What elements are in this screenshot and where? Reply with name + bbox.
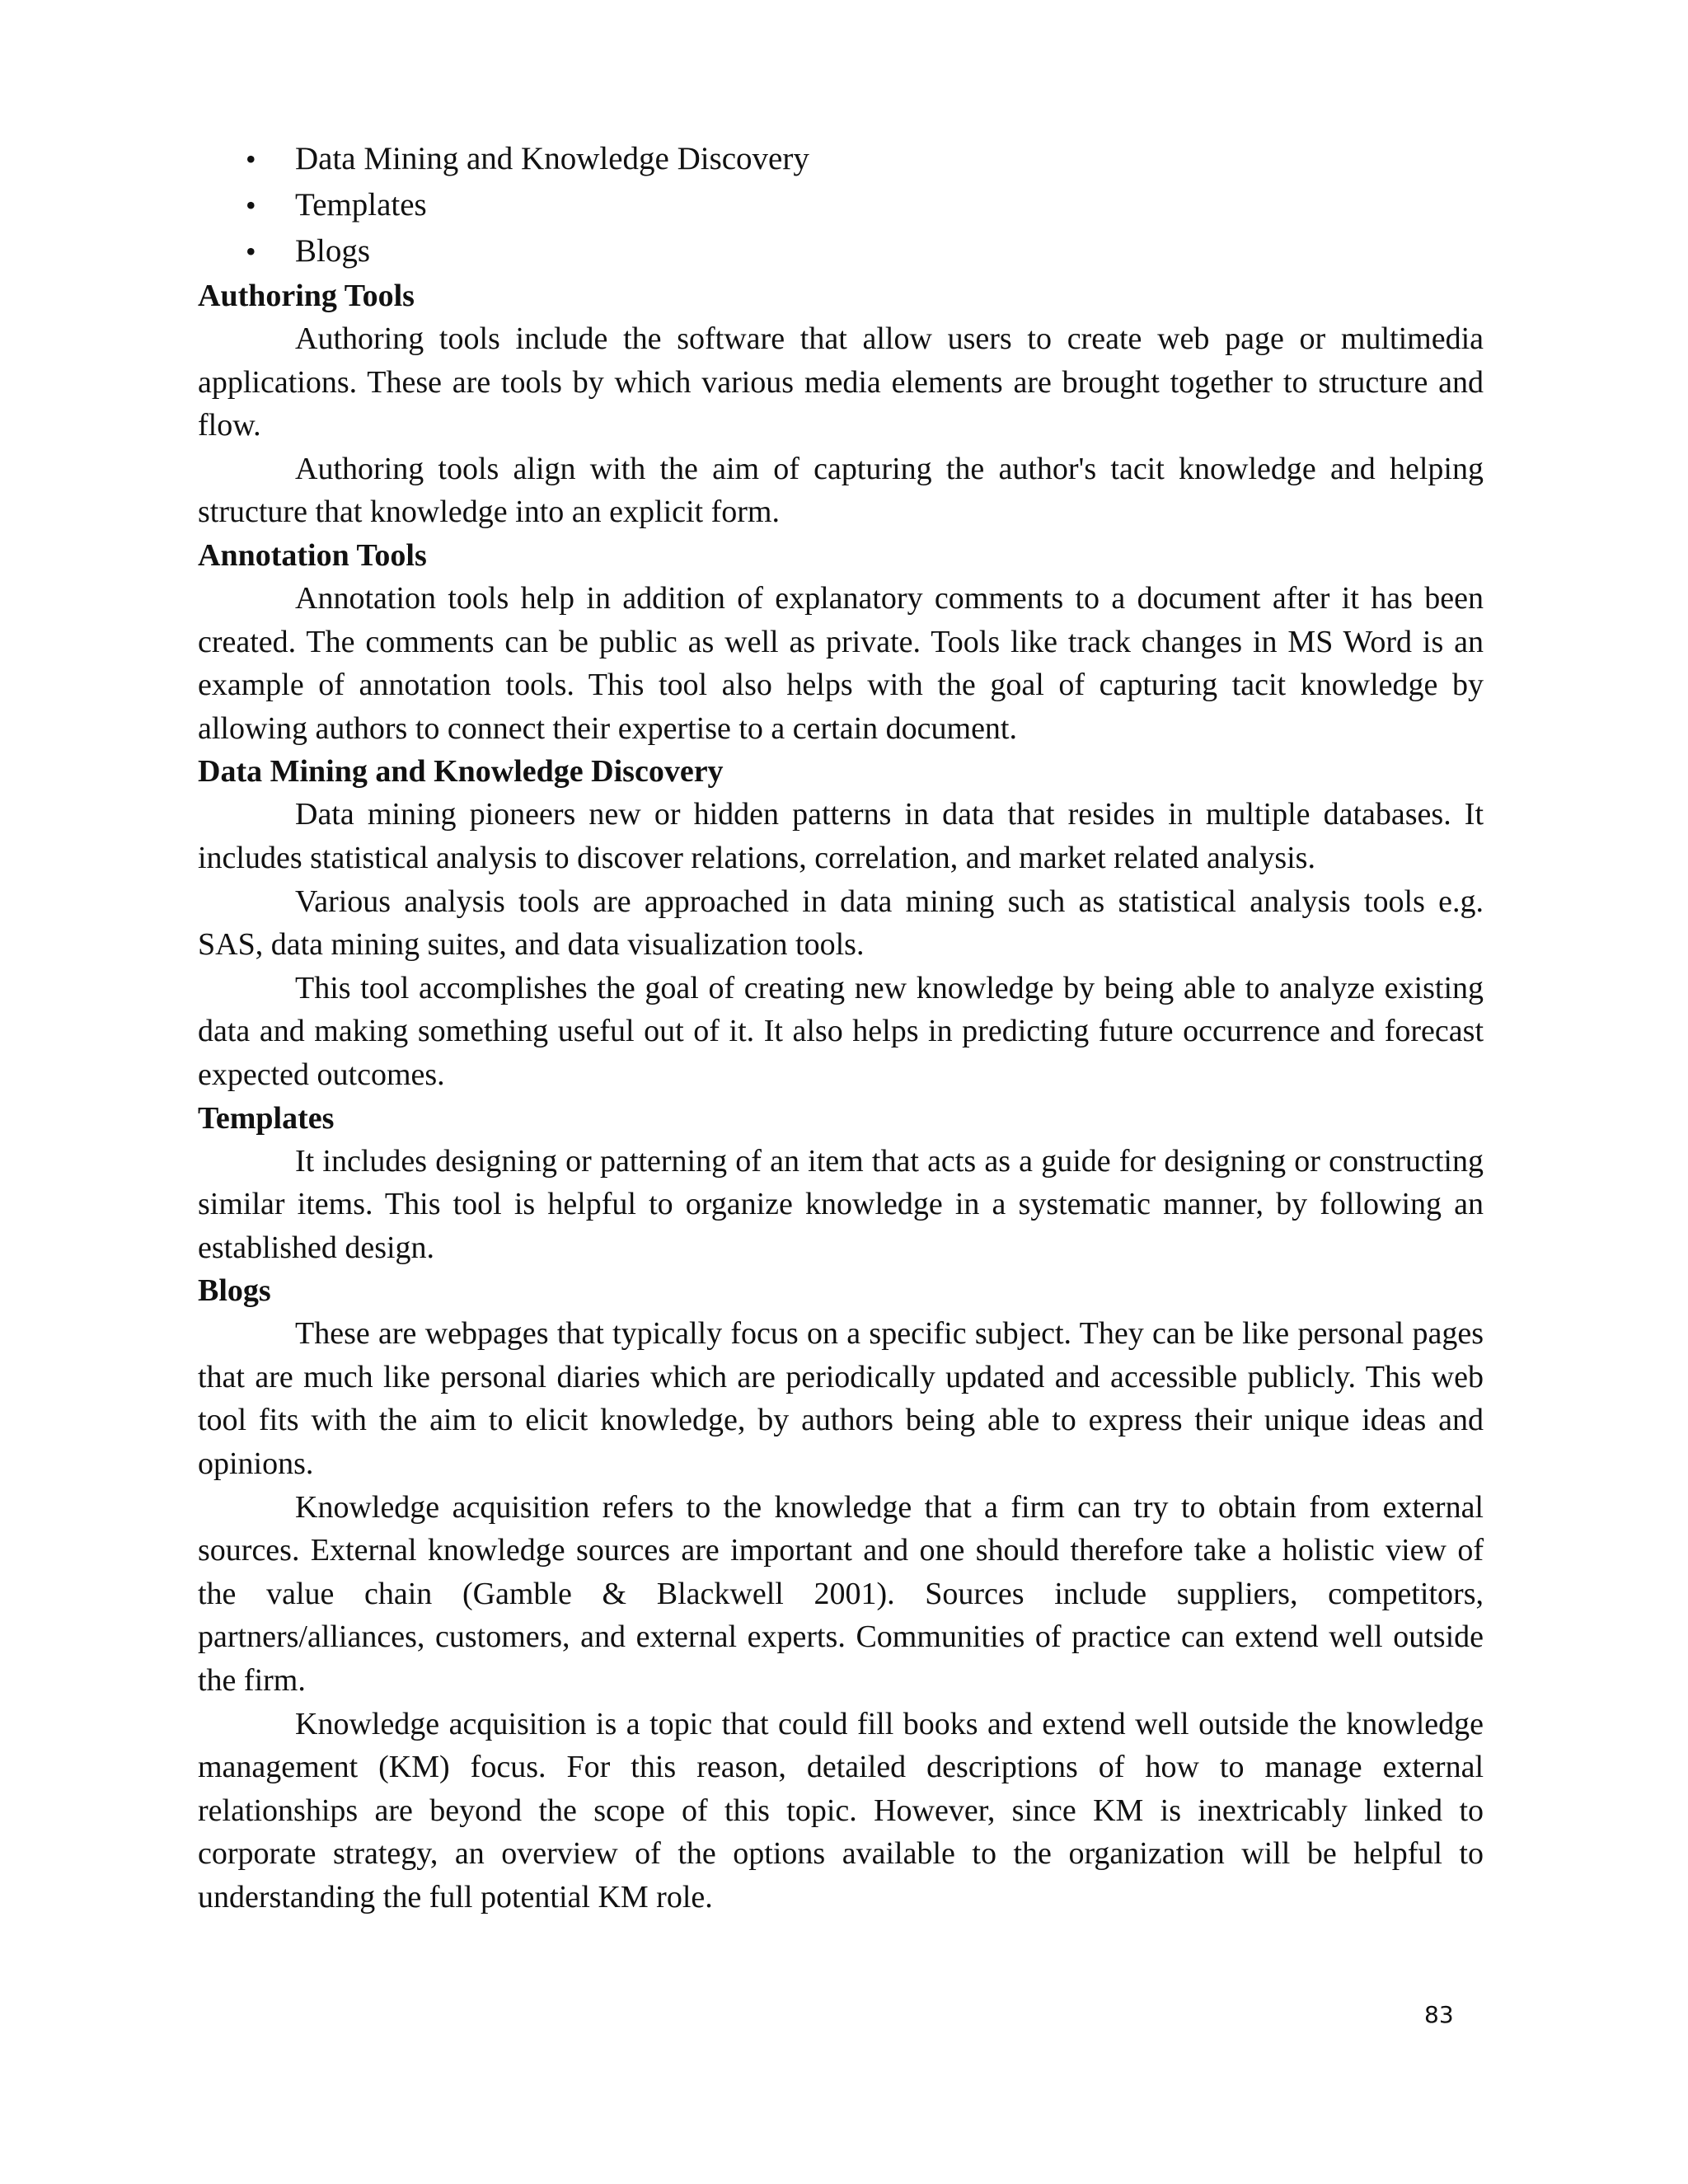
knowledge-acquisition-paragraph-1: Knowledge acquisition refers to the knowledge that a firm can try to obtain from external sources. External knowledge sources are important and one should therefore take a holistic view of the value chain (Gamble & Blackwell 2001). Sources include suppliers, competitors, partners/alliances, customers, and external experts. Communities of practice can extend well outside the firm. — [198, 1489, 1484, 1699]
bullet-item — [198, 182, 1484, 228]
data-mining-heading: Data Mining and Knowledge Discovery — [198, 754, 724, 790]
annotation-paragraph-1: Annotation tools help in addition of explanatory comments to a document after it has been created. The comments can be public as well as private. Tools like track changes in MS Word is an example of annotation tools. This tool also helps with the goal of capturing tacit knowledge by allowing authors to connect their expertise to a certain document. — [198, 580, 1484, 746]
bullet-icon: • — [246, 189, 256, 222]
data-mining-paragraph-1: Data mining pioneers new or hidden patterns in data that resides in multiple databases. It includes statistical analysis to discover relations, correlation, and market related analysis. — [198, 797, 1484, 875]
bullet-list — [198, 136, 1484, 274]
blogs-heading: Blogs — [198, 1273, 271, 1309]
data-mining-paragraph-3: This tool accomplishes the goal of creating new knowledge by being able to analyze existing data and making something useful out of it. It also helps in predicting future occurrence and forecast expected outcomes. — [198, 970, 1484, 1092]
knowledge-acquisition-paragraph-2: Knowledge acquisition is a topic that could fill books and extend well outside the knowledge management (KM) focus. For this reason, detailed descriptions of how to manage external relationships are beyond the scope of this topic. However, since KM is inextricably linked to corporate strategy, an overview of the options available to the organization will be helpful to understanding the full potential KM role. — [198, 1706, 1484, 1915]
bullet-icon: • — [246, 235, 256, 268]
data-mining-paragraph-2: Various analysis tools are approached in data mining such as statistical analysis tools e.g. SAS, data mining suites, and data visualization tools. — [198, 883, 1484, 963]
bullet-item-label: Templates — [295, 187, 427, 223]
blogs-paragraph-1: These are webpages that typically focus on a specific subject. They can be like personal pages that are much like personal diaries which are periodically updated and accessible publicly. This web tool fits with the aim to elicit knowledge, by authors being able to express their unique ideas and opinions. — [198, 1316, 1484, 1482]
bullet-item — [198, 228, 1484, 274]
page-number: 83 — [1424, 2001, 1454, 2028]
bullet-icon: • — [246, 143, 256, 176]
bullet-item — [198, 136, 1484, 182]
annotation-tools-heading: Annotation Tools — [198, 537, 427, 573]
templates-heading: Templates — [198, 1100, 335, 1136]
templates-paragraph-1: It includes designing or patterning of an item that acts as a guide for designing or constructing similar items. This tool is helpful to organize knowledge in a systematic manner, by following an established design. — [198, 1143, 1484, 1265]
document-page — [198, 136, 1484, 1919]
authoring-paragraph-2: Authoring tools align with the aim of capturing the author's tacit knowledge and helping structure that knowledge into an explicit form. — [198, 451, 1484, 530]
bullet-item-label: Blogs — [295, 233, 371, 269]
bullet-item-label: Data Mining and Knowledge Discovery — [295, 141, 809, 176]
authoring-tools-heading: Authoring Tools — [198, 279, 415, 313]
authoring-paragraph-1: Authoring tools include the software that allow users to create web page or multimedia applications. These are tools by which various media elements are brought together to structure and flow. — [198, 321, 1484, 443]
